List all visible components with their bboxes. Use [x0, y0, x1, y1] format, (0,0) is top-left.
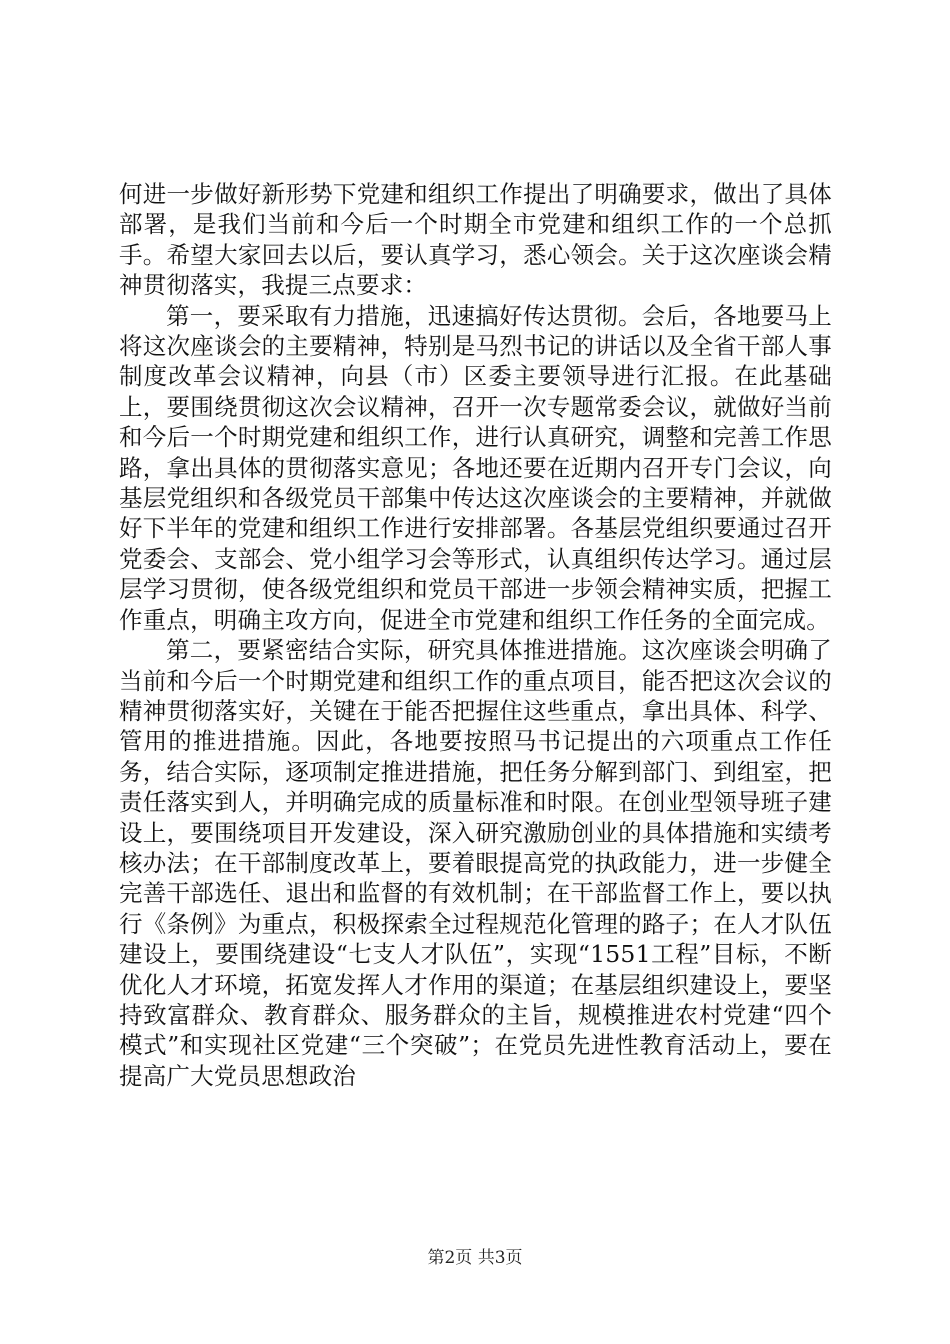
paragraph-3: 第二，要紧密结合实际，研究具体推进措施。这次座谈会明确了当前和今后一个时期党建和组织工作的重点项目，能否把这次会议的精神贯彻落实好，关键在于能否把握住这些重点，拿出具体、科学、管用的推进措施。因此，各地要按照马书记提出的六项重点工作任务，结合实际，逐项制定推进措施，把任务分解到部门、到组室，把责任落实到人，并明确完成的质量标准和时限。在创业型领导班子建设上，要围绕项目开发建设，深入研究激励创业的具体措施和实绩考核办法；在干部制度改革上，要着眼提高党的执政能力，进一步健全完善干部选任、退出和监督的有效机制；在干部监督工作上，要以执行《条例》为重点，积极探索全过程规范化管理的路子；在人才队伍建设上，要围绕建设“七支人才队伍”，实现“1551工程”目标，不断优化人才环境，拓宽发挥人才作用的渠道；在基层组织建设上，要坚持致富群众、教育群众、服务群众的主旨，规模推进农村党建“四个模式”和实现社区党建“三个突破”；在党员先进性教育活动上，要在提高广大党员思想政治 [119, 636, 832, 1090]
paragraph-2: 第一，要采取有力措施，迅速搞好传达贯彻。会后，各地要马上将这次座谈会的主要精神，特别是马烈书记的讲话以及全省干部人事制度改革会议精神，向县（市）区委主要领导进行汇报。在此基础上，要围绕贯彻这次会议精神，召开一次专题常委会议，就做好当前和今后一个时期党建和组织工作，进行认真研究，调整和完善工作思路，拿出具体的贯彻落实意见；各地还要在近期内召开专门会议，向基层党组织和各级党员干部集中传达这次座谈会的主要精神，并就做好下半年的党建和组织工作进行安排部署。各基层党组织要通过召开党委会、支部会、党小组学习会等形式，认真组织传达学习。通过层层学习贯彻，使各级党组织和党员干部进一步领会精神实质，把握工作重点，明确主攻方向，促进全市党建和组织工作任务的全面完成。 [119, 301, 832, 634]
paragraph-1: 何进一步做好新形势下党建和组织工作提出了明确要求，做出了具体部署，是我们当前和今后一个时期全市党建和组织工作的一个总抓手。希望大家回去以后，要认真学习，悉心领会。关于这次座谈会精神贯彻落实，我提三点要求： [119, 180, 832, 300]
page-footer: 第2页 共3页 [427, 1248, 523, 1268]
document-body [119, 179, 832, 1091]
